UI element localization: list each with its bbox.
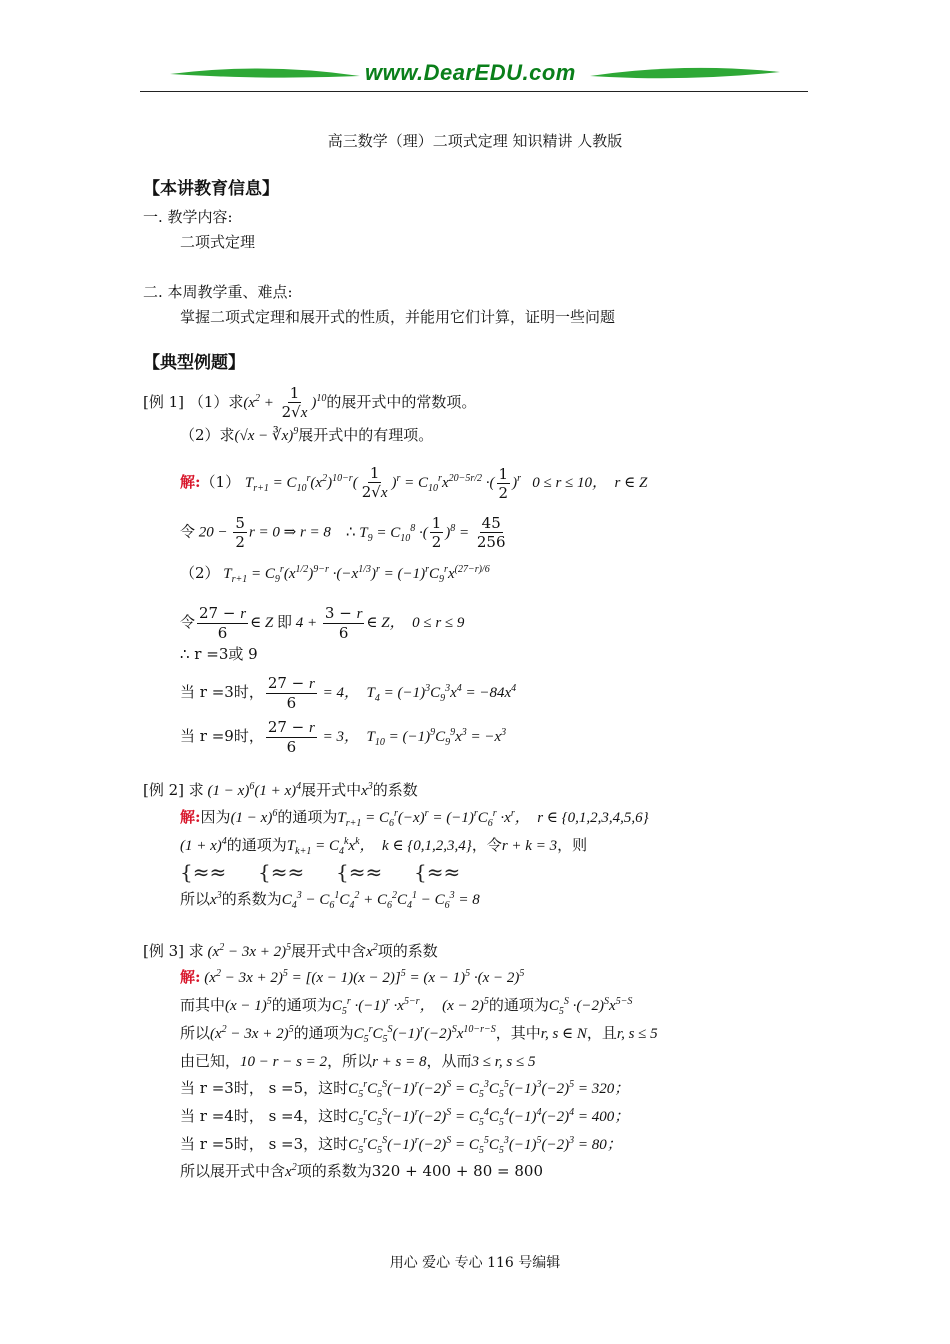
ex3-line-4: 由已知，10 − r − s = 2，所以r + s = 8，从而3 ≤ r, s ≤ 5 [180, 1052, 536, 1070]
ex3-line-2: 而其中$(x - 1)^5$的通项为$C_5^r \cdot(-1)^r \cdot x^{5-r}$， $(x - 2)^5$的通项为$C_5^S \cdot(-2)^Sx^{5-S}$ [180, 996, 633, 1017]
ex2-line-4: 所以$x^3$的系数为$C_4^3 - C_6^1C_4^2 + C_6^2C_4^1 - C_6^3 = 8$ [180, 890, 480, 911]
content-label: 一. 教学内容: [143, 208, 233, 226]
ex1-solution-1: 解:（1） $T_{r+1} = C_{10}^r(x^2)^{10-r}$( $\frac{1}{2√x}$ )$^r = C_{10}^rx^{20-5r/2}$ ·( $\frac{1}{2}$ )$^r$ 0 ≤ r ≤ 10， r ∈ Z [180, 464, 648, 502]
ex3-question: [例 3] 求 $(x^2 - 3x + 2)^5$展开式中含$x^2$项的系数 [143, 942, 438, 960]
ex2-line-2: $(1 + x)^4$的通项为$T_{k+1} = C_4^kx^k$， k ∈ {0,1,2,3,4}，令r + k = 3，则 [180, 836, 588, 857]
site-logo: www.DearEDU.com [365, 60, 576, 85]
ex3-case-r4: 当 r =4时， s =4，这时$C_5^rC_5^S(-1)^r(-2)^S = C_5^4C_5^4(-1)^4(-2)^4 = 400$； [180, 1107, 630, 1128]
right-swoosh-icon [590, 62, 780, 86]
ex3-line-3: 所以$(x^2 - 3x + 2)^5$的通项为$C_5^rC_5^S(-1)^r(-2)^Sx^{10-r-S}$，其中r, s ∈ N，且r, s ≤ 5 [180, 1024, 658, 1045]
ex1-case-r9: 当 r =9时， $\frac{27 - r}{6}$ = 3， $T_{10} = (-1)^9C_9^9x^3 = -x^3$ [180, 718, 507, 756]
ex3-line-1: 解: $(x^2 - 3x + 2)^5 = [(x - 1)(x - 2)]^5 = (x - 1)^5 \cdot(x - 2)^5$ [180, 968, 525, 986]
header-rule [140, 91, 808, 92]
page-header [140, 58, 808, 92]
key-text: 掌握二项式定理和展开式的性质，并能用它们计算，证明一些问题 [180, 308, 616, 326]
ex1-case-r3: 当 r =3时， $\frac{27 - r}{6}$ = 4， $T_4 = (-1)^3C_9^3x^4 = -84x^4$ [180, 674, 517, 712]
left-swoosh-icon [170, 62, 360, 86]
ex2-question: [例 2] 求 $(1 - x)^6(1 + x)^4$展开式中$x^3$的系数 [143, 781, 418, 799]
section-heading-info: 【本讲教育信息】 [143, 179, 279, 199]
page-footer: 用心 爱心 专心 116 号编辑 [389, 1255, 561, 1271]
content-text: 二项式定理 [180, 233, 256, 251]
ex1-condition: 令 $\frac{27 - r}{6}$ ∈ Z 即 4 + $\frac{3 - r}{6}$ ∈ Z， 0 ≤ r ≤ 9 [180, 604, 465, 642]
ex1-question-2: （2）求(√x − ∛x)$^9$展开式中的有理项。 [180, 426, 434, 444]
ex2-cases-braces: {≈≈ {≈≈ {≈≈ {≈≈ [180, 860, 461, 884]
ex3-case-r3: 当 r =3时， s =5，这时$C_5^rC_5^S(-1)^r(-2)^S = C_5^3C_5^5(-1)^3(-2)^5 = 320$； [180, 1079, 630, 1100]
ex3-case-r5: 当 r =5时， s =3，这时$C_5^rC_5^S(-1)^r(-2)^S = C_5^5C_5^3(-1)^5(-2)^3 = 80$； [180, 1135, 622, 1156]
section-heading-examples: 【典型例题】 [143, 353, 245, 373]
ex1-solution-2: （2） $T_{r+1} = C_9^r(x^{1/2})^{9-r} \cdot(-x^{1/3})^r = (-1)^rC_9^rx^{(27-r)/6}$ [180, 564, 490, 585]
ex3-final: 所以展开式中含$x^2$项的系数为320 + 400 + 80 = 800 [180, 1162, 543, 1180]
ex1-question-1: [例 1] （1）求($x^2$ + $\frac{1}{2√x}$ )$^{10}$的展开式中的常数项。 [143, 384, 477, 421]
ex1-result: ∴ r =3或 9 [180, 645, 258, 663]
ex2-line-1: 解:因为$(1 - x)^6$的通项为$T_{r+1} = C_6^r(-x)^r = (-1)^rC_6^r \cdot x^r$， r ∈ {0,1,2,3,4,5,6} [180, 808, 649, 829]
key-label: 二. 本周教学重、难点: [143, 283, 293, 301]
page-title: 高三数学（理）二项式定理 知识精讲 人教版 [327, 132, 623, 150]
ex1-step-r8: 令 20 − $\frac{5}{2}$ r = 0 ⇒ r = 8 ∴ $T_9 = C_{10}^8$ ·( $\frac{1}{2}$ )$^8$ = $\frac{45}{256}$ [180, 514, 506, 551]
